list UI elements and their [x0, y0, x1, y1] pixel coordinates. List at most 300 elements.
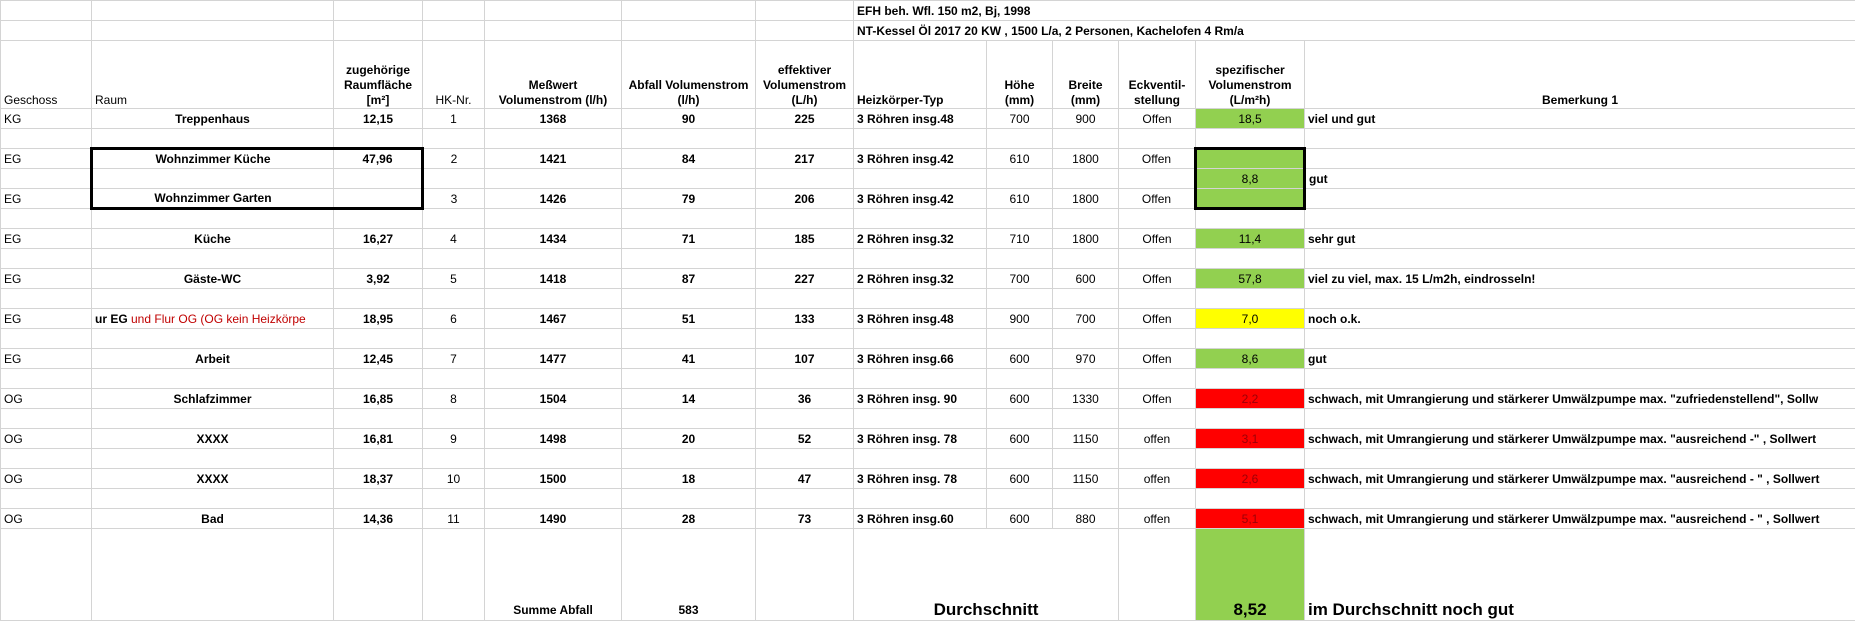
cell-bemerkung[interactable]: schwach, mit Umrangierung und stärkerer Umwälzpumpe max. "ausreichend - " , Sollwert — [1305, 509, 1855, 529]
cell-flaeche[interactable]: 16,81 — [334, 429, 423, 449]
durchschnitt-label[interactable]: Durchschnitt — [854, 529, 1119, 621]
cell-eckventil[interactable]: Offen — [1119, 229, 1196, 249]
cell-raum[interactable]: Treppenhaus — [92, 109, 334, 129]
cell[interactable] — [334, 1, 423, 21]
cell[interactable] — [423, 529, 485, 621]
cell[interactable] — [334, 209, 423, 229]
cell-geschoss[interactable]: OG — [1, 389, 92, 409]
cell-breite[interactable]: 900 — [1053, 109, 1119, 129]
cell-flaeche[interactable]: 16,27 — [334, 229, 423, 249]
cell[interactable] — [1, 21, 92, 41]
cell-messwert[interactable]: 1368 — [485, 109, 622, 129]
cell[interactable] — [423, 489, 485, 509]
cell-breite[interactable]: 970 — [1053, 349, 1119, 369]
cell[interactable] — [756, 489, 854, 509]
cell[interactable] — [423, 329, 485, 349]
cell[interactable] — [485, 21, 622, 41]
cell-effektiv[interactable]: 227 — [756, 269, 854, 289]
cell-bemerkung[interactable]: schwach, mit Umrangierung und stärkerer Umwälzpumpe max. "zufriedenstellend", Sollw — [1305, 389, 1855, 409]
cell-hoehe[interactable]: 700 — [987, 269, 1053, 289]
cell-spezifisch[interactable] — [1196, 189, 1305, 209]
cell-raum[interactable]: Wohnzimmer Garten — [92, 189, 334, 209]
cell[interactable] — [1, 449, 92, 469]
cell-geschoss[interactable]: EG — [1, 189, 92, 209]
cell[interactable] — [1053, 449, 1119, 469]
cell[interactable] — [92, 1, 334, 21]
cell[interactable] — [756, 329, 854, 349]
cell-spezifisch[interactable]: 11,4 — [1196, 229, 1305, 249]
cell[interactable] — [1119, 489, 1196, 509]
cell-geschoss[interactable]: EG — [1, 309, 92, 329]
cell[interactable] — [92, 129, 334, 149]
cell[interactable] — [423, 289, 485, 309]
cell[interactable] — [1305, 449, 1855, 469]
cell-hk[interactable]: 3 — [423, 189, 485, 209]
cell[interactable] — [756, 449, 854, 469]
cell[interactable] — [987, 249, 1053, 269]
cell[interactable] — [854, 329, 987, 349]
cell[interactable] — [987, 289, 1053, 309]
cell-flaeche[interactable]: 12,15 — [334, 109, 423, 129]
cell[interactable] — [1196, 449, 1305, 469]
cell[interactable] — [1119, 289, 1196, 309]
cell-spezifisch[interactable]: 2,6 — [1196, 469, 1305, 489]
cell-abfall[interactable]: 28 — [622, 509, 756, 529]
cell[interactable] — [1119, 369, 1196, 389]
cell-abfall[interactable]: 87 — [622, 269, 756, 289]
cell-spezifisch[interactable]: 8,6 — [1196, 349, 1305, 369]
cell[interactable] — [334, 129, 423, 149]
cell-raum[interactable]: Gäste-WC — [92, 269, 334, 289]
cell[interactable] — [1, 289, 92, 309]
cell-breite[interactable]: 1800 — [1053, 149, 1119, 169]
cell[interactable] — [854, 289, 987, 309]
cell-hoehe[interactable]: 610 — [987, 149, 1053, 169]
cell[interactable] — [622, 449, 756, 469]
cell-hk[interactable]: 11 — [423, 509, 485, 529]
cell[interactable] — [1305, 289, 1855, 309]
cell[interactable] — [92, 489, 334, 509]
cell[interactable] — [485, 369, 622, 389]
header-raum[interactable]: Raum — [92, 41, 334, 109]
cell-hk[interactable]: 6 — [423, 309, 485, 329]
cell-effektiv[interactable]: 185 — [756, 229, 854, 249]
header-geschoss[interactable]: Geschoss — [1, 41, 92, 109]
cell-breite[interactable]: 1330 — [1053, 389, 1119, 409]
header-hk[interactable]: HK-Nr. — [423, 41, 485, 109]
cell-raum[interactable]: Wohnzimmer Küche — [92, 149, 334, 169]
cell-hk[interactable]: 5 — [423, 269, 485, 289]
cell-bemerkung[interactable]: schwach, mit Umrangierung und stärkerer Umwälzpumpe max. "ausreichend -" , Sollwert — [1305, 429, 1855, 449]
cell[interactable] — [854, 209, 987, 229]
cell-abfall[interactable]: 79 — [622, 189, 756, 209]
cell[interactable] — [854, 409, 987, 429]
header-messwert[interactable]: Meßwert Volumenstrom (l/h) — [485, 41, 622, 109]
cell[interactable] — [1196, 329, 1305, 349]
cell[interactable] — [1305, 489, 1855, 509]
cell[interactable] — [1, 129, 92, 149]
cell-abfall[interactable]: 71 — [622, 229, 756, 249]
cell-effektiv[interactable]: 73 — [756, 509, 854, 529]
cell-spezifisch[interactable]: 57,8 — [1196, 269, 1305, 289]
cell-abfall[interactable]: 90 — [622, 109, 756, 129]
cell[interactable] — [1, 489, 92, 509]
cell-raum[interactable]: XXXX — [92, 469, 334, 489]
cell[interactable] — [92, 449, 334, 469]
cell[interactable] — [987, 409, 1053, 429]
cell-flaeche[interactable] — [334, 189, 423, 209]
cell[interactable] — [854, 489, 987, 509]
cell[interactable] — [622, 409, 756, 429]
cell[interactable] — [1305, 129, 1855, 149]
cell-flaeche[interactable]: 14,36 — [334, 509, 423, 529]
cell-spezifisch[interactable]: 3,1 — [1196, 429, 1305, 449]
cell[interactable] — [1119, 449, 1196, 469]
cell[interactable] — [92, 289, 334, 309]
cell-hoehe[interactable]: 600 — [987, 469, 1053, 489]
info-line-1[interactable]: EFH beh. Wfl. 150 m2, Bj, 1998 — [854, 1, 1855, 21]
cell[interactable] — [1119, 409, 1196, 429]
cell-hk[interactable]: 4 — [423, 229, 485, 249]
cell[interactable] — [1119, 169, 1196, 189]
cell[interactable] — [854, 369, 987, 389]
cell[interactable] — [756, 1, 854, 21]
cell-bemerkung[interactable]: noch o.k. — [1305, 309, 1855, 329]
cell-eckventil[interactable]: Offen — [1119, 389, 1196, 409]
cell-typ[interactable]: 2 Röhren insg.32 — [854, 269, 987, 289]
cell-flaeche[interactable]: 18,95 — [334, 309, 423, 329]
cell[interactable] — [334, 449, 423, 469]
cell[interactable] — [1196, 409, 1305, 429]
cell-eckventil[interactable]: Offen — [1119, 349, 1196, 369]
cell[interactable] — [92, 369, 334, 389]
cell-breite[interactable]: 700 — [1053, 309, 1119, 329]
cell-spezifisch[interactable]: 18,5 — [1196, 109, 1305, 129]
cell[interactable] — [92, 209, 334, 229]
cell-typ[interactable]: 3 Röhren insg. 78 — [854, 469, 987, 489]
cell-hk[interactable]: 2 — [423, 149, 485, 169]
cell[interactable] — [423, 449, 485, 469]
cell-typ[interactable]: 3 Röhren insg.42 — [854, 189, 987, 209]
cell-spezifisch[interactable]: 8,8 — [1196, 169, 1305, 189]
cell[interactable] — [334, 369, 423, 389]
cell-abfall[interactable]: 41 — [622, 349, 756, 369]
cell[interactable] — [1053, 249, 1119, 269]
cell-geschoss[interactable]: EG — [1, 269, 92, 289]
cell-typ[interactable]: 3 Röhren insg.48 — [854, 309, 987, 329]
cell[interactable] — [756, 129, 854, 149]
cell-flaeche[interactable]: 16,85 — [334, 389, 423, 409]
cell-typ[interactable]: 3 Röhren insg. 90 — [854, 389, 987, 409]
cell[interactable] — [1305, 209, 1855, 229]
cell-effektiv[interactable]: 47 — [756, 469, 854, 489]
cell[interactable] — [1305, 369, 1855, 389]
cell-hoehe[interactable]: 600 — [987, 389, 1053, 409]
cell-breite[interactable]: 1150 — [1053, 469, 1119, 489]
cell[interactable] — [1196, 369, 1305, 389]
cell[interactable] — [987, 209, 1053, 229]
cell-typ[interactable]: 3 Röhren insg.48 — [854, 109, 987, 129]
cell-eckventil[interactable]: Offen — [1119, 109, 1196, 129]
cell[interactable] — [485, 289, 622, 309]
cell[interactable] — [622, 1, 756, 21]
cell[interactable] — [334, 289, 423, 309]
cell[interactable] — [1053, 289, 1119, 309]
cell[interactable] — [756, 21, 854, 41]
cell[interactable] — [622, 209, 756, 229]
cell[interactable] — [854, 129, 987, 149]
cell-abfall[interactable]: 18 — [622, 469, 756, 489]
cell-effektiv[interactable]: 52 — [756, 429, 854, 449]
cell[interactable] — [334, 329, 423, 349]
cell[interactable] — [987, 329, 1053, 349]
cell-bemerkung[interactable] — [1305, 149, 1855, 169]
cell-spezifisch[interactable]: 5,1 — [1196, 509, 1305, 529]
cell[interactable] — [92, 169, 334, 189]
cell[interactable] — [1, 529, 92, 621]
cell-effektiv[interactable]: 217 — [756, 149, 854, 169]
cell[interactable] — [1053, 209, 1119, 229]
cell-abfall[interactable]: 51 — [622, 309, 756, 329]
cell[interactable] — [756, 209, 854, 229]
cell-flaeche[interactable]: 47,96 — [334, 149, 423, 169]
header-breite[interactable]: Breite (mm) — [1053, 41, 1119, 109]
header-effektiv[interactable]: effektiver Volumenstrom (L/h) — [756, 41, 854, 109]
cell[interactable] — [92, 409, 334, 429]
cell[interactable] — [1, 329, 92, 349]
cell-breite[interactable]: 880 — [1053, 509, 1119, 529]
cell[interactable] — [1196, 249, 1305, 269]
cell[interactable] — [987, 369, 1053, 389]
cell[interactable] — [485, 1, 622, 21]
cell-flaeche[interactable]: 3,92 — [334, 269, 423, 289]
cell-bemerkung[interactable] — [1305, 189, 1855, 209]
cell[interactable] — [756, 529, 854, 621]
cell[interactable] — [423, 1, 485, 21]
cell-effektiv[interactable]: 107 — [756, 349, 854, 369]
summary-bemerkung[interactable]: im Durchschnitt noch gut — [1305, 529, 1855, 621]
summe-abfall-value[interactable]: 583 — [622, 529, 756, 621]
cell[interactable] — [1, 1, 92, 21]
cell[interactable] — [485, 329, 622, 349]
cell[interactable] — [423, 409, 485, 429]
cell[interactable] — [854, 249, 987, 269]
cell-breite[interactable]: 1800 — [1053, 229, 1119, 249]
cell-geschoss[interactable]: EG — [1, 229, 92, 249]
cell-eckventil[interactable]: Offen — [1119, 149, 1196, 169]
cell-bemerkung[interactable]: viel zu viel, max. 15 L/m2h, eindrosseln! — [1305, 269, 1855, 289]
cell[interactable] — [423, 369, 485, 389]
cell[interactable] — [1119, 329, 1196, 349]
cell[interactable] — [987, 169, 1053, 189]
cell[interactable] — [92, 249, 334, 269]
cell-hoehe[interactable]: 610 — [987, 189, 1053, 209]
cell-messwert[interactable]: 1490 — [485, 509, 622, 529]
cell[interactable] — [622, 249, 756, 269]
cell-geschoss[interactable]: EG — [1, 349, 92, 369]
cell-messwert[interactable]: 1477 — [485, 349, 622, 369]
cell[interactable] — [1119, 209, 1196, 229]
summe-abfall-label[interactable]: Summe Abfall — [485, 529, 622, 621]
cell[interactable] — [485, 129, 622, 149]
cell-abfall[interactable]: 20 — [622, 429, 756, 449]
header-hoehe[interactable]: Höhe (mm) — [987, 41, 1053, 109]
cell-effektiv[interactable]: 225 — [756, 109, 854, 129]
cell-hk[interactable]: 7 — [423, 349, 485, 369]
cell[interactable] — [485, 169, 622, 189]
cell-hk[interactable]: 8 — [423, 389, 485, 409]
cell-typ[interactable]: 3 Röhren insg. 78 — [854, 429, 987, 449]
cell-messwert[interactable]: 1426 — [485, 189, 622, 209]
cell[interactable] — [1196, 289, 1305, 309]
cell-flaeche[interactable]: 18,37 — [334, 469, 423, 489]
cell-raum[interactable] — [92, 309, 334, 329]
header-typ[interactable]: Heizkörper-Typ — [854, 41, 987, 109]
cell[interactable] — [1053, 329, 1119, 349]
cell[interactable] — [423, 129, 485, 149]
cell-breite[interactable]: 600 — [1053, 269, 1119, 289]
cell-typ[interactable]: 3 Röhren insg.66 — [854, 349, 987, 369]
cell-bemerkung[interactable]: gut — [1305, 349, 1855, 369]
cell[interactable] — [423, 249, 485, 269]
cell[interactable] — [92, 21, 334, 41]
cell-hoehe[interactable]: 700 — [987, 109, 1053, 129]
cell[interactable] — [1053, 369, 1119, 389]
cell-typ[interactable]: 3 Röhren insg.60 — [854, 509, 987, 529]
cell[interactable] — [1053, 169, 1119, 189]
cell[interactable] — [485, 409, 622, 429]
cell-hoehe[interactable]: 600 — [987, 429, 1053, 449]
cell-eckventil[interactable]: offen — [1119, 469, 1196, 489]
cell[interactable] — [1196, 209, 1305, 229]
cell-geschoss[interactable]: OG — [1, 469, 92, 489]
cell-geschoss[interactable]: OG — [1, 429, 92, 449]
cell-raum[interactable]: Schlafzimmer — [92, 389, 334, 409]
cell[interactable] — [854, 169, 987, 189]
cell[interactable] — [622, 289, 756, 309]
cell[interactable] — [485, 249, 622, 269]
cell-eckventil[interactable]: Offen — [1119, 309, 1196, 329]
cell-raum[interactable]: Arbeit — [92, 349, 334, 369]
cell[interactable] — [1305, 249, 1855, 269]
cell-geschoss[interactable]: EG — [1, 149, 92, 169]
cell[interactable] — [622, 21, 756, 41]
cell-raum[interactable]: Bad — [92, 509, 334, 529]
cell[interactable] — [334, 169, 423, 189]
cell-raum[interactable]: Küche — [92, 229, 334, 249]
cell[interactable] — [423, 169, 485, 189]
cell-abfall[interactable]: 14 — [622, 389, 756, 409]
cell-bemerkung[interactable]: gut — [1305, 169, 1855, 189]
cell[interactable] — [1196, 489, 1305, 509]
durchschnitt-value[interactable]: 8,52 — [1196, 529, 1305, 621]
cell[interactable] — [987, 449, 1053, 469]
cell-spezifisch[interactable]: 2,2 — [1196, 389, 1305, 409]
cell-breite[interactable]: 1150 — [1053, 429, 1119, 449]
cell[interactable] — [622, 129, 756, 149]
cell[interactable] — [756, 409, 854, 429]
cell[interactable] — [622, 489, 756, 509]
cell-geschoss[interactable]: OG — [1, 509, 92, 529]
header-spezifisch[interactable]: spezifischer Volumenstrom (L/m²h) — [1196, 41, 1305, 109]
cell-typ[interactable]: 2 Röhren insg.32 — [854, 229, 987, 249]
cell[interactable] — [334, 529, 423, 621]
cell-spezifisch[interactable] — [1196, 149, 1305, 169]
cell-messwert[interactable]: 1421 — [485, 149, 622, 169]
cell[interactable] — [756, 369, 854, 389]
cell-hoehe[interactable]: 600 — [987, 509, 1053, 529]
cell[interactable] — [485, 489, 622, 509]
cell[interactable] — [1, 249, 92, 269]
cell-hk[interactable]: 9 — [423, 429, 485, 449]
cell[interactable] — [1, 409, 92, 429]
cell-hk[interactable]: 1 — [423, 109, 485, 129]
cell-eckventil[interactable]: offen — [1119, 429, 1196, 449]
cell[interactable] — [334, 249, 423, 269]
cell[interactable] — [756, 289, 854, 309]
cell[interactable] — [1305, 329, 1855, 349]
cell-abfall[interactable]: 84 — [622, 149, 756, 169]
cell[interactable] — [1053, 409, 1119, 429]
cell[interactable] — [1119, 529, 1196, 621]
cell-messwert[interactable]: 1434 — [485, 229, 622, 249]
cell[interactable] — [1119, 129, 1196, 149]
cell-messwert[interactable]: 1467 — [485, 309, 622, 329]
cell-messwert[interactable]: 1498 — [485, 429, 622, 449]
cell[interactable] — [1, 209, 92, 229]
cell[interactable] — [334, 21, 423, 41]
cell[interactable] — [1, 369, 92, 389]
cell-eckventil[interactable]: Offen — [1119, 189, 1196, 209]
cell[interactable] — [622, 369, 756, 389]
cell[interactable] — [1305, 409, 1855, 429]
cell[interactable] — [1119, 249, 1196, 269]
cell-effektiv[interactable]: 36 — [756, 389, 854, 409]
cell[interactable] — [987, 489, 1053, 509]
cell-hk[interactable]: 10 — [423, 469, 485, 489]
header-flaeche[interactable]: zugehörige Raumfläche [m²] — [334, 41, 423, 109]
cell-effektiv[interactable]: 206 — [756, 189, 854, 209]
cell-hoehe[interactable]: 600 — [987, 349, 1053, 369]
header-eckventil[interactable]: Eckventil-stellung — [1119, 41, 1196, 109]
cell[interactable] — [334, 489, 423, 509]
cell[interactable] — [987, 129, 1053, 149]
cell[interactable] — [1, 169, 92, 189]
cell[interactable] — [485, 449, 622, 469]
cell[interactable] — [1053, 129, 1119, 149]
cell[interactable] — [334, 409, 423, 429]
cell-bemerkung[interactable]: sehr gut — [1305, 229, 1855, 249]
cell[interactable] — [854, 449, 987, 469]
header-abfall[interactable]: Abfall Volumenstrom (l/h) — [622, 41, 756, 109]
cell-messwert[interactable]: 1418 — [485, 269, 622, 289]
cell-breite[interactable]: 1800 — [1053, 189, 1119, 209]
cell[interactable] — [485, 209, 622, 229]
cell[interactable] — [622, 169, 756, 189]
info-line-2[interactable]: NT-Kessel Öl 2017 20 KW , 1500 L/a, 2 Personen, Kachelofen 4 Rm/a — [854, 21, 1855, 41]
cell-effektiv[interactable]: 133 — [756, 309, 854, 329]
cell-spezifisch[interactable]: 7,0 — [1196, 309, 1305, 329]
cell-hoehe[interactable]: 710 — [987, 229, 1053, 249]
cell[interactable] — [622, 329, 756, 349]
cell[interactable] — [756, 169, 854, 189]
cell[interactable] — [756, 249, 854, 269]
cell-hoehe[interactable]: 900 — [987, 309, 1053, 329]
cell-typ[interactable]: 3 Röhren insg.42 — [854, 149, 987, 169]
cell-messwert[interactable]: 1504 — [485, 389, 622, 409]
cell-bemerkung[interactable]: viel und gut — [1305, 109, 1855, 129]
cell-bemerkung[interactable]: schwach, mit Umrangierung und stärkerer Umwälzpumpe max. "ausreichend - " , Sollwert — [1305, 469, 1855, 489]
